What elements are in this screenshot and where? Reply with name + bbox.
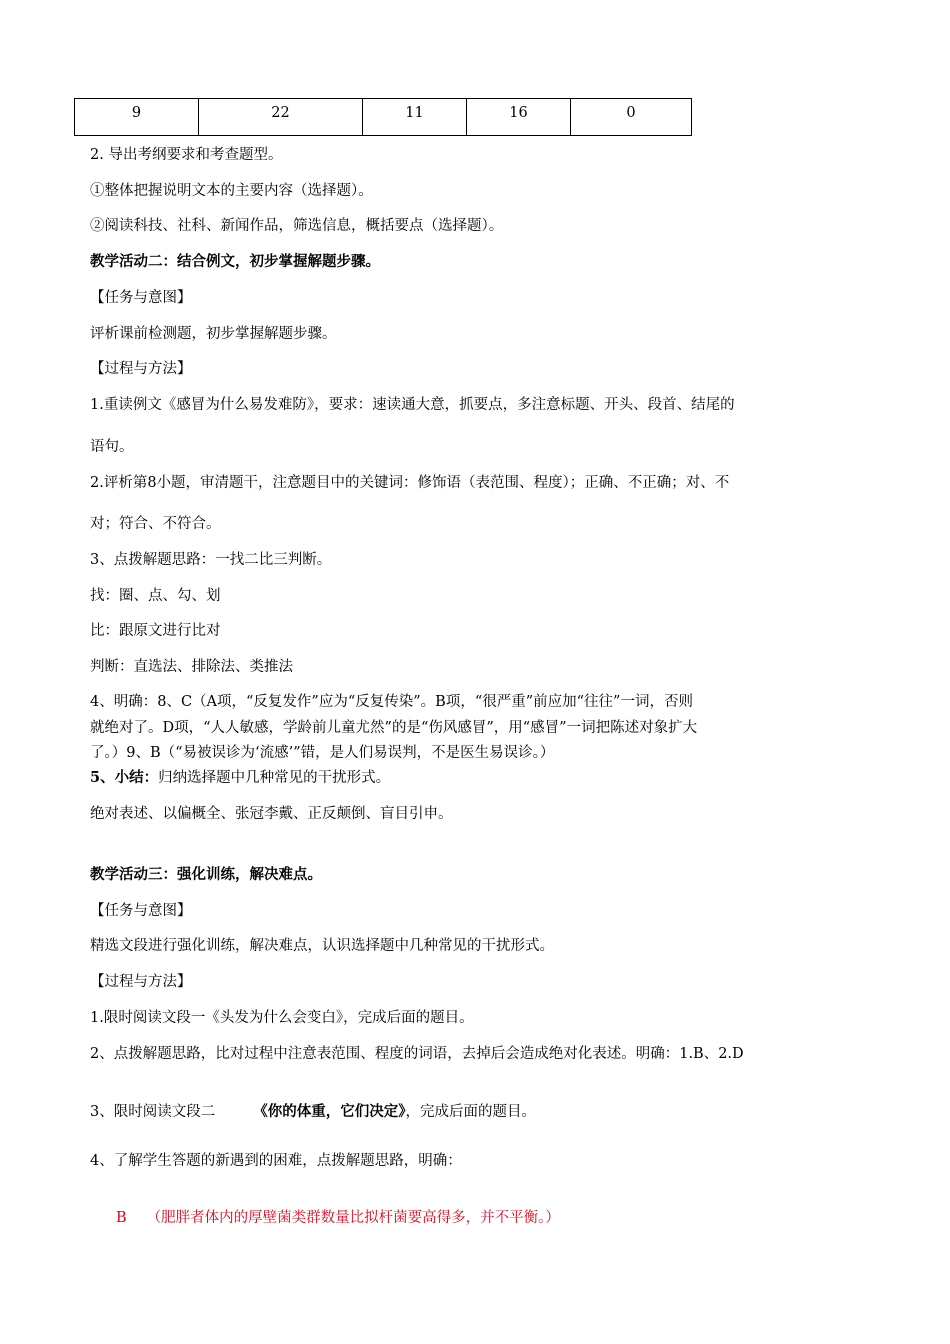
- answer-explanation: （肥胖者体内的厚壁菌类群数量比拟杆菌要高得多，并不平衡。）: [146, 1210, 560, 1226]
- answer-letter: B: [116, 1210, 127, 1226]
- text-line: 【任务与意图】: [90, 903, 192, 919]
- summary-line: [90, 766, 390, 787]
- text-line: 语句。: [90, 439, 134, 455]
- text-line: 1.重读例文《感冒为什么易发难防》，要求：速读通大意，抓要点，多注意标题、开头、段首、结尾的: [90, 397, 735, 413]
- text-line: 绝对表述、以偏概全、张冠李戴、正反颠倒、盲目引申。: [90, 806, 453, 822]
- text-line: 4、明确：8、C（A项，“反复发作”应为“反复传染”。B项，“很严重”前应加“往往”一词，否则: [90, 694, 693, 710]
- table-cell: 22: [199, 99, 363, 136]
- text-line: ②阅读科技、社科、新闻作品，筛选信息，概括要点（选择题）。: [90, 218, 504, 234]
- text-line: ①整体把握说明文本的主要内容（选择题）。: [90, 183, 373, 199]
- summary-label: 5、小结：: [90, 769, 159, 786]
- reading-line: [90, 1100, 536, 1121]
- text-line: 就绝对了。D项，“人人敏感，学龄前儿童尤然”的是“伤风感冒”，用“感冒”一词把陈述对象扩大: [90, 720, 698, 736]
- text-line: 2.评析第8小题，审清题干，注意题目中的关键词：修饰语（表范围、程度）；正确、不正确；对、不: [90, 475, 730, 491]
- summary-text: 归纳选择题中几种常见的干扰形式。: [158, 770, 391, 786]
- text-line: 了。）9、B（“易被误诊为‘流感’”错，是人们易误判，不是医生易误诊。）: [90, 745, 555, 761]
- reading-title: 《你的体重，它们决定》: [253, 1103, 406, 1120]
- text-line: 2. 导出考纲要求和考查题型。: [90, 147, 283, 163]
- text-line: 评析课前检测题，初步掌握解题步骤。: [90, 326, 337, 342]
- text-line: 1.限时阅读文段一《头发为什么会变白》，完成后面的题目。: [90, 1010, 474, 1026]
- table-cell: 16: [467, 99, 571, 136]
- text-line: 3、点拨解题思路：一找二比三判断。: [90, 552, 332, 568]
- text-line: 对；符合、不符合。: [90, 516, 221, 532]
- section-heading: 教学活动二：结合例文，初步掌握解题步骤。: [90, 253, 380, 270]
- text-line: 【过程与方法】: [90, 974, 192, 990]
- text-line: 判断：直选法、排除法、类推法: [90, 659, 293, 675]
- table-row: [75, 99, 692, 136]
- table-cell: 11: [363, 99, 467, 136]
- reading-prefix: 3、限时阅读文段二: [90, 1104, 216, 1120]
- text-line: 找：圈、点、勾、划: [90, 588, 221, 604]
- text-line: 4、了解学生答题的新遇到的困难，点拨解题思路，明确：: [90, 1153, 462, 1169]
- answer-line: [116, 1206, 560, 1227]
- table-cell: 9: [75, 99, 199, 136]
- text-line: 【过程与方法】: [90, 361, 192, 377]
- text-line: 比：跟原文进行比对: [90, 623, 221, 639]
- score-table: [74, 98, 692, 136]
- table-cell: 0: [571, 99, 692, 136]
- section-heading: 教学活动三：强化训练，解决难点。: [90, 866, 322, 883]
- text-line: 2、点拨解题思路，比对过程中注意表范围、程度的词语，去掉后会造成绝对化表述。明确：1.B、2.D: [90, 1046, 744, 1062]
- reading-suffix: ，完成后面的题目。: [405, 1104, 536, 1120]
- text-line: 【任务与意图】: [90, 290, 192, 306]
- text-line: 精选文段进行强化训练，解决难点，认识选择题中几种常见的干扰形式。: [90, 938, 554, 954]
